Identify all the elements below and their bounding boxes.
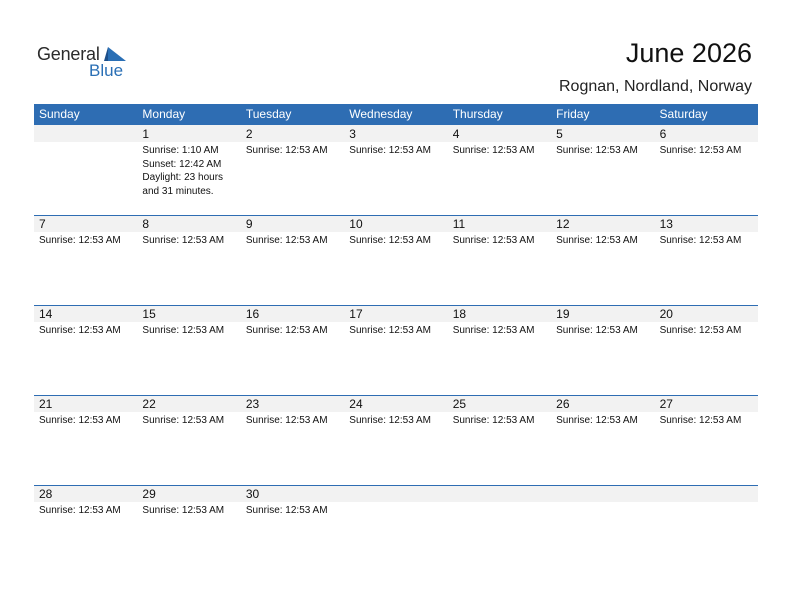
day-cell <box>448 125 551 215</box>
day-cell <box>34 395 137 485</box>
logo-triangle-icon <box>104 47 126 61</box>
calendar-title: June 2026 <box>625 38 752 68</box>
logo <box>37 44 137 80</box>
day-sun-info: Sunrise: 12:53 AM <box>556 415 638 426</box>
day-sun-info: Sunrise: 12:53 AM <box>349 235 431 246</box>
week-row <box>34 395 758 485</box>
day-sun-info: Sunrise: 12:53 AM <box>142 235 225 246</box>
day-number: 14 <box>39 307 53 321</box>
day-cell <box>344 305 447 395</box>
day-number: 15 <box>142 307 156 321</box>
weekday-tuesday: Tuesday <box>245 107 292 121</box>
day-number: 22 <box>142 397 156 411</box>
day-number: 11 <box>452 217 466 231</box>
day-cell <box>34 485 137 575</box>
day-cell <box>34 125 137 215</box>
day-cell <box>551 485 654 575</box>
day-cell <box>551 395 654 485</box>
logo-word-blue: Blue <box>89 61 124 80</box>
day-number: 13 <box>659 217 673 231</box>
day-sun-info: Sunrise: 12:53 AM <box>659 415 742 426</box>
day-number: 26 <box>556 397 570 411</box>
day-cell <box>241 485 344 575</box>
weekday-monday: Monday <box>142 107 186 121</box>
day-cell <box>241 305 344 395</box>
day-number: 3 <box>349 127 356 141</box>
day-sun-info: Sunrise: 12:53 AM <box>659 235 742 246</box>
day-cell <box>137 215 240 305</box>
day-sun-info: Sunrise: 12:53 AM <box>349 415 431 426</box>
day-sun-info: Sunrise: 12:53 AM <box>245 325 328 336</box>
day-sun-info: Sunrise: 12:53 AM <box>142 505 225 516</box>
day-cell <box>137 395 240 485</box>
day-cell <box>344 125 447 215</box>
day-sun-info: Sunrise: 12:53 AM <box>556 325 638 336</box>
day-sun-info: Sunrise: 12:53 AM <box>39 505 121 516</box>
day-number: 28 <box>39 487 53 501</box>
day-number: 1 <box>142 127 150 141</box>
day-number: 16 <box>245 307 260 321</box>
day-number: 19 <box>556 307 570 321</box>
day-sun-info: Sunrise: 12:53 AM <box>349 145 431 156</box>
day-number: 6 <box>659 127 667 141</box>
day-number: 8 <box>142 217 150 231</box>
day-number: 18 <box>452 307 467 321</box>
day-cell <box>655 305 758 395</box>
week-row <box>34 305 758 395</box>
day-sun-info: Sunrise: 12:53 AM <box>659 325 742 336</box>
week-row <box>34 215 758 305</box>
day-sun-info: Sunrise: 12:53 AM <box>452 325 535 336</box>
day-cell <box>655 395 758 485</box>
day-number: 24 <box>349 397 363 411</box>
day-cell <box>344 395 447 485</box>
day-sun-info: Sunrise: 12:53 AM <box>349 325 431 336</box>
day-sun-info: Sunrise: 12:53 AM <box>39 325 121 336</box>
day-cell <box>241 125 344 215</box>
day-cell <box>448 305 551 395</box>
day-number: 25 <box>452 397 467 411</box>
day-sun-info: Sunrise: 12:53 AM <box>245 235 328 246</box>
day-cell <box>655 485 758 575</box>
day-cell <box>448 485 551 575</box>
day-sun-info: Sunrise: 1:10 AM Sunset: 12:42 AM Daylight: 23 hours and 31 minutes. <box>142 145 224 197</box>
day-sun-info: Sunrise: 12:53 AM <box>452 145 535 156</box>
day-sun-info: Sunrise: 12:53 AM <box>142 415 225 426</box>
day-cell <box>551 215 654 305</box>
day-number: 2 <box>245 127 253 141</box>
day-number: 7 <box>39 217 46 231</box>
day-number: 9 <box>245 217 253 231</box>
day-sun-info: Sunrise: 12:53 AM <box>659 145 742 156</box>
day-number: 27 <box>659 397 673 411</box>
day-number: 4 <box>452 127 460 141</box>
day-sun-info: Sunrise: 12:53 AM <box>245 505 328 516</box>
day-cell <box>448 395 551 485</box>
day-sun-info: Sunrise: 12:53 AM <box>452 235 535 246</box>
day-sun-info: Sunrise: 12:53 AM <box>452 415 535 426</box>
day-cell <box>34 305 137 395</box>
day-number: 30 <box>245 487 260 501</box>
day-number: 29 <box>142 487 156 501</box>
day-cell <box>344 485 447 575</box>
day-sun-info: Sunrise: 12:53 AM <box>556 235 638 246</box>
day-sun-info: Sunrise: 12:53 AM <box>39 415 121 426</box>
day-cell <box>241 395 344 485</box>
day-number: 23 <box>245 397 260 411</box>
day-cell <box>241 215 344 305</box>
weekday-thursday: Thursday <box>452 107 503 121</box>
day-number: 5 <box>556 127 563 141</box>
day-number: 20 <box>659 307 673 321</box>
day-sun-info: Sunrise: 12:53 AM <box>142 325 225 336</box>
day-cell <box>448 215 551 305</box>
calendar-location: Rognan, Nordland, Norway <box>559 78 752 95</box>
day-number: 21 <box>39 397 53 411</box>
day-cell <box>137 305 240 395</box>
weekday-header <box>34 104 758 125</box>
day-sun-info: Sunrise: 12:53 AM <box>245 145 328 156</box>
week-row <box>34 125 758 215</box>
weekday-sunday: Sunday <box>39 107 80 121</box>
weekday-friday: Friday <box>556 107 590 121</box>
day-cell <box>137 485 240 575</box>
logo-word-general: General <box>37 44 100 64</box>
day-sun-info: Sunrise: 12:53 AM <box>39 235 121 246</box>
day-number: 10 <box>349 217 363 231</box>
day-sun-info: Sunrise: 12:53 AM <box>556 145 638 156</box>
week-row <box>34 485 758 575</box>
day-cell <box>551 305 654 395</box>
weekday-wednesday: Wednesday <box>349 107 413 121</box>
day-cell <box>655 215 758 305</box>
day-cell <box>34 215 137 305</box>
day-cell <box>137 125 240 215</box>
day-cell <box>655 125 758 215</box>
day-sun-info: Sunrise: 12:53 AM <box>245 415 328 426</box>
day-number: 17 <box>349 307 363 321</box>
day-number: 12 <box>556 217 570 231</box>
weekday-saturday: Saturday <box>659 107 708 121</box>
day-cell <box>344 215 447 305</box>
day-cell <box>551 125 654 215</box>
